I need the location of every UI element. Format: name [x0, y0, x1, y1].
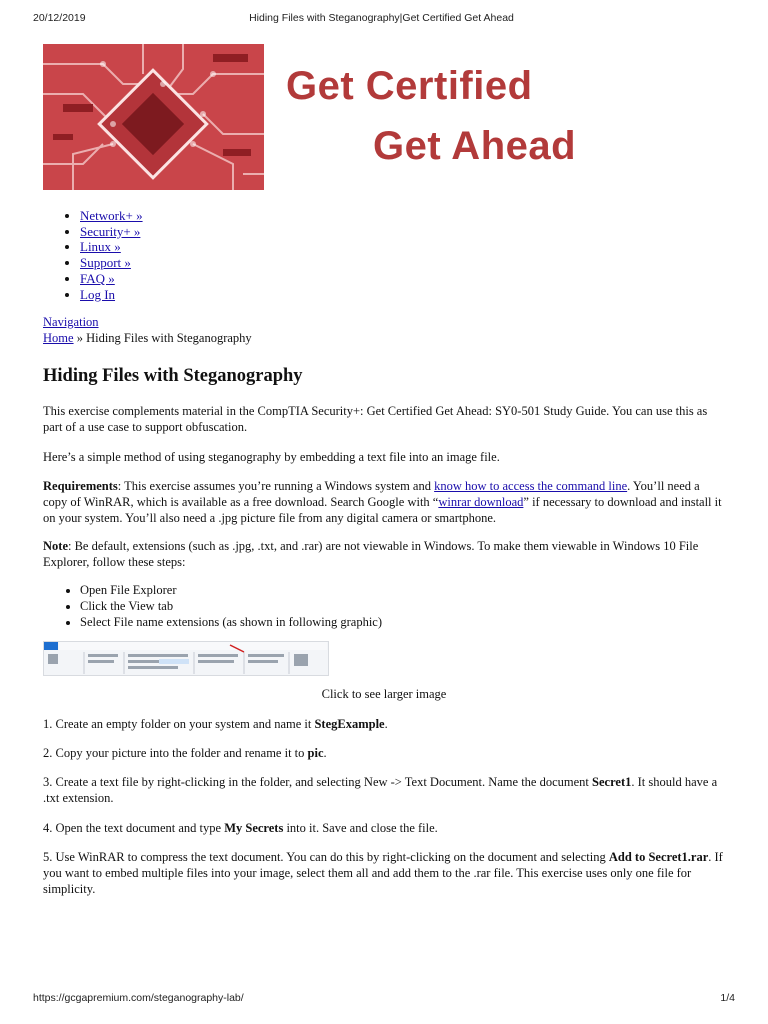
nav-link-login[interactable]: Log In	[80, 286, 116, 302]
logo-line-2: Get Ahead	[373, 124, 577, 168]
breadcrumb-separator: »	[73, 331, 87, 345]
list-item: • Select File name extensions (as shown in following graphic)	[80, 614, 760, 630]
circuit-board-image	[43, 44, 264, 190]
step-2-text: 2. Copy your picture into the folder and rename it to	[43, 746, 308, 760]
nav-item-support	[80, 255, 143, 271]
winrar-download-link[interactable]: winrar download	[438, 495, 524, 509]
breadcrumb-current: Hiding Files with Steganography	[86, 331, 252, 345]
step-4-end: into it. Save and close the file.	[283, 821, 438, 835]
steps-list	[43, 582, 760, 630]
method-paragraph: Here’s a simple method of using steganography by embedding a text file into an image file.	[43, 450, 500, 464]
step-1-text: 1. Create an empty folder on your system and name it	[43, 717, 315, 731]
step-3-text: 3. Create a text file by right-clicking in the folder, and selecting New -> Text Document. Name the document	[43, 775, 593, 789]
note-paragraph	[43, 538, 723, 570]
breadcrumb	[43, 330, 723, 346]
image-caption: Click to see larger image	[321, 687, 447, 701]
note-label: Note	[43, 539, 68, 553]
step-5-end: . If you want to embed multiple files into your image, select them all and add them to the .rar file. This exercise uses only one file for simplicity.	[43, 850, 723, 896]
step-2-end: .	[323, 746, 327, 760]
step-5-bold: Add to Secret1.rar	[608, 850, 709, 864]
navigation-link[interactable]: Navigation	[43, 315, 99, 329]
nav-item-network	[80, 208, 143, 224]
logo-line-1: Get Certified	[286, 64, 533, 108]
step-3-end: . It should have a .txt extension.	[43, 775, 718, 805]
page-number: 1/4	[720, 992, 735, 1004]
nav-item-security	[80, 224, 143, 240]
command-line-link[interactable]: know how to access the command line	[434, 479, 628, 493]
file-explorer-screenshot[interactable]	[43, 641, 329, 676]
nav-item-faq	[80, 271, 143, 287]
requirements-label: Requirements	[43, 479, 118, 493]
note-text: : Be default, extensions (such as .jpg, .txt, and .rar) are not viewable in Windows. To make them viewable in Windows 10 File Explorer, follow these steps:	[43, 539, 699, 569]
nav-item-login	[80, 287, 143, 303]
navigation-toggle-row	[43, 314, 723, 330]
step-2-bold: pic	[307, 746, 324, 760]
step-1-end: .	[384, 717, 388, 731]
intro-paragraph: This exercise complements material in the CompTIA Security+: Get Certified Get Ahead: SY0-501 Study Guide. You can use this as part of a use case to support obfuscation.	[43, 404, 708, 434]
nav-link-network[interactable]: Network+ »	[80, 208, 143, 223]
page-title: Hiding Files with Steganography	[43, 366, 303, 386]
step-4	[43, 820, 723, 836]
requirements-text-c: ” if necessary to download and install it on your system. You’ll also need a .jpg picture file from any digital camera or smartphone.	[43, 495, 722, 525]
step-3-bold: Secret1	[592, 775, 632, 789]
requirements-text-a: : This exercise assumes you’re running a Windows system and	[117, 479, 435, 493]
step-5	[43, 849, 723, 897]
list-item: • Open File Explorer	[80, 582, 760, 598]
requirements-paragraph	[43, 478, 723, 526]
step-5-text: 5. Use WinRAR to compress the text document. You can do this by right-clicking on the document and selecting	[43, 850, 609, 864]
step-3	[43, 774, 723, 806]
nav-link-support[interactable]: Support »	[80, 255, 131, 271]
step-1-bold: StegExample	[314, 717, 385, 731]
step-2	[43, 745, 723, 761]
requirements-text-b: . You’ll need a copy of WinRAR, which is available as a free download. Search Google with “	[43, 479, 700, 509]
step-4-bold: My Secrets	[224, 821, 284, 835]
print-date: 20/12/2019	[33, 12, 86, 24]
breadcrumb-home-link[interactable]: Home	[43, 331, 74, 345]
print-title: Hiding Files with Steganography|Get Certified Get Ahead	[249, 12, 514, 24]
print-url: https://gcgapremium.com/steganography-lab/	[33, 992, 244, 1004]
nav-link-security[interactable]: Security+ »	[80, 223, 141, 239]
step-1	[43, 716, 723, 732]
main-nav	[62, 208, 143, 302]
nav-item-linux	[80, 239, 143, 255]
step-4-text: 4. Open the text document and type	[43, 821, 225, 835]
list-item: • Click the View tab	[80, 598, 760, 614]
nav-link-linux[interactable]: Linux »	[80, 239, 121, 255]
nav-link-faq[interactable]: FAQ »	[80, 270, 115, 286]
